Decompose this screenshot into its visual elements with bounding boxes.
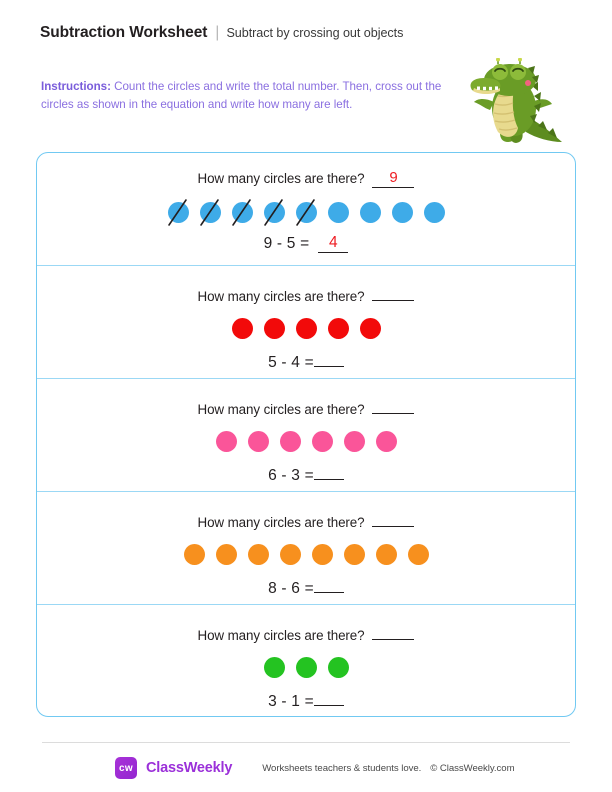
circle-icon: [392, 202, 413, 223]
circle-item[interactable]: [312, 431, 333, 452]
page-subtitle: Subtract by crossing out objects: [226, 26, 404, 40]
circle-item[interactable]: [376, 431, 397, 452]
circle-item[interactable]: [232, 202, 253, 223]
equation-line: [268, 351, 344, 372]
circle-icon: [328, 202, 349, 223]
circle-item[interactable]: [344, 544, 365, 565]
result-answer-blank[interactable]: [318, 234, 348, 253]
question-text: How many circles are there?: [197, 628, 365, 643]
instructions-text: Count the circles and write the total number. Then, cross out the circles as shown in the equation and write how many are left.: [41, 80, 442, 111]
equation-line: [264, 235, 349, 253]
circle-icon: [328, 657, 349, 678]
worksheet-card: [36, 152, 576, 717]
circle-icon: [200, 202, 221, 223]
circle-icon: [280, 431, 301, 452]
circle-icon: [264, 318, 285, 339]
circle-item[interactable]: [280, 544, 301, 565]
circle-group: [264, 656, 349, 678]
circle-icon: [360, 318, 381, 339]
count-answer-blank[interactable]: [372, 284, 414, 301]
question-text: How many circles are there?: [197, 402, 365, 417]
result-answer-blank[interactable]: [314, 464, 344, 480]
circle-icon: [408, 544, 429, 565]
circle-item[interactable]: [296, 657, 317, 678]
count-answer-value: 9: [389, 169, 398, 186]
circle-item[interactable]: [360, 318, 381, 339]
equation-line: [268, 690, 344, 711]
circle-item[interactable]: [424, 202, 445, 223]
circle-icon: [216, 431, 237, 452]
question-text: How many circles are there?: [197, 289, 365, 304]
circle-icon: [232, 318, 253, 339]
circle-icon: [248, 431, 269, 452]
circle-icon: [344, 431, 365, 452]
circle-item[interactable]: [392, 202, 413, 223]
footer-divider: [42, 742, 570, 743]
circle-item[interactable]: [264, 318, 285, 339]
exercise-row: [37, 605, 575, 717]
exercise-row: [37, 266, 575, 379]
circle-item[interactable]: [216, 544, 237, 565]
count-answer-blank[interactable]: [372, 171, 414, 188]
circle-item[interactable]: [312, 544, 333, 565]
circle-icon: [296, 657, 317, 678]
circle-item[interactable]: [376, 544, 397, 565]
circle-icon: [184, 544, 205, 565]
circle-group: [232, 317, 381, 339]
circle-icon: [232, 202, 253, 223]
circle-item[interactable]: [344, 431, 365, 452]
exercise-row: [37, 153, 575, 266]
result-answer-blank[interactable]: [314, 577, 344, 593]
circle-item[interactable]: [296, 318, 317, 339]
count-answer-blank[interactable]: [372, 623, 414, 640]
circle-item[interactable]: [328, 202, 349, 223]
equation-text: 5 - 4 =: [268, 354, 314, 371]
footer-copyright: © ClassWeekly.com: [430, 762, 515, 774]
question-line: [198, 623, 415, 643]
exercise-row: [37, 379, 575, 492]
instructions-block: [41, 78, 451, 113]
circle-item[interactable]: [200, 202, 221, 223]
equation-line: [268, 577, 344, 598]
equation-text: 8 - 6 =: [268, 580, 314, 597]
circle-icon: [360, 202, 381, 223]
circle-item[interactable]: [328, 318, 349, 339]
circle-icon: [424, 202, 445, 223]
circle-item[interactable]: [248, 544, 269, 565]
result-answer-blank[interactable]: [314, 690, 344, 706]
instructions-label: Instructions:: [41, 80, 111, 93]
question-text: How many circles are there?: [197, 515, 365, 530]
count-answer-blank[interactable]: [372, 397, 414, 414]
header-divider: |: [215, 24, 220, 41]
circle-icon: [376, 431, 397, 452]
circle-item[interactable]: [184, 544, 205, 565]
crocodile-mascot-icon: [462, 58, 572, 150]
circle-item[interactable]: [360, 202, 381, 223]
equation-text: 6 - 3 =: [268, 467, 314, 484]
page-header: [40, 24, 403, 42]
circle-icon: [296, 202, 317, 223]
circle-icon: [376, 544, 397, 565]
circle-item[interactable]: [248, 431, 269, 452]
circle-item[interactable]: [216, 431, 237, 452]
circle-icon: [328, 318, 349, 339]
question-line: [198, 397, 415, 417]
circle-icon: [216, 544, 237, 565]
circle-icon: [344, 544, 365, 565]
question-line: [198, 510, 415, 530]
page-footer: [115, 757, 515, 779]
question-line: [198, 284, 415, 304]
circle-group: [184, 543, 429, 565]
result-answer-value: 4: [328, 234, 338, 251]
circle-item[interactable]: [296, 202, 317, 223]
brand-name: ClassWeekly: [146, 760, 233, 776]
page-title: Subtraction Worksheet: [40, 24, 208, 41]
exercise-row: [37, 492, 575, 605]
count-answer-blank[interactable]: [372, 510, 414, 527]
circle-item[interactable]: [232, 318, 253, 339]
circle-item[interactable]: [408, 544, 429, 565]
classweekly-logo-icon: cw: [115, 757, 137, 779]
equation-line: [268, 464, 344, 485]
circle-group: [168, 201, 445, 223]
circle-icon: [280, 544, 301, 565]
circle-item[interactable]: [280, 431, 301, 452]
circle-item[interactable]: [264, 202, 285, 223]
circle-icon: [312, 431, 333, 452]
footer-tagline: Worksheets teachers & students love.: [262, 762, 422, 774]
circle-icon: [264, 657, 285, 678]
circle-icon: [168, 202, 189, 223]
equation-text: 3 - 1 =: [268, 693, 314, 710]
circle-item[interactable]: [168, 202, 189, 223]
equation-text: 9 - 5 =: [263, 235, 310, 252]
circle-item[interactable]: [328, 657, 349, 678]
circle-group: [216, 430, 397, 452]
circle-icon: [312, 544, 333, 565]
circle-icon: [264, 202, 285, 223]
circle-icon: [248, 544, 269, 565]
circle-item[interactable]: [264, 657, 285, 678]
question-line: [198, 171, 415, 188]
result-answer-blank[interactable]: [314, 351, 344, 367]
question-text: How many circles are there?: [197, 171, 365, 186]
circle-icon: [296, 318, 317, 339]
